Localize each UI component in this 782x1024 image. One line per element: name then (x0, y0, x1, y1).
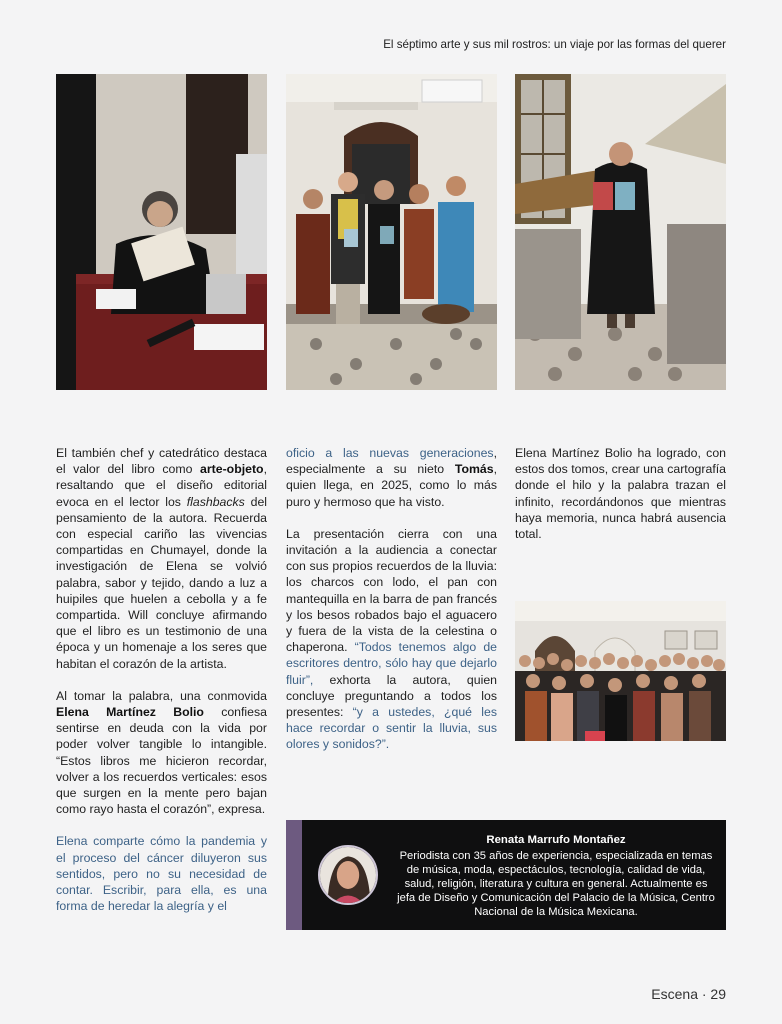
author-holding-books-photo (515, 74, 726, 390)
bio-description: Periodista con 35 años de experiencia, especializada en temas de música, moda, espectáculos, tecnología, calidad de vida, salud, religión, literatura y cultura en general. Actualmente es jefa de Diseño y Comunicación del Palacio de la Música, Centro Nacional de la Música Mexicana. (397, 850, 715, 918)
running-title: El séptimo arte y sus mil rostros: un viaje por las formas del querer (383, 38, 726, 51)
bold-term: arte-objeto (200, 462, 264, 477)
text-span: El también chef y catedrático destaca el valor del libro como (56, 446, 267, 477)
page-number: Escena · 29 (651, 986, 726, 1002)
paragraph (56, 445, 267, 672)
text-column-2 (286, 445, 497, 769)
paragraph (56, 688, 267, 818)
text-span: La presentación cierra con una invitación a la audiencia a conectar con sus propios recuerdos de la lluvia: los charcos con lodo, el pan con mantequilla en la barra de pan francés y los besos robados bajo el aguacero y fuera de la vista de la celestina o chaperona. (286, 526, 497, 655)
author-name: Elena Martínez Bolio (56, 705, 204, 720)
paragraph (286, 445, 497, 510)
text-span: exhorta la autora, quien concluye preguntando a todos los presentes: (286, 672, 497, 720)
highlight-span: oficio a las nuevas generaciones (286, 446, 494, 460)
paragraph: Elena Martínez Bolio ha logrado, con estos dos tomos, crear una cartografía donde el hilo y la palabra trazan el infinito, recordándonos que mientras haya memoria, nunca habrá ausencia total. (515, 446, 726, 542)
text-span: , especialmente a su nieto (286, 446, 497, 477)
quote-span: “Todos tenemos algo de escritores dentro, sólo hay que dejarlo fluir”, (286, 640, 498, 687)
text-span: , quien llega, en 2025, como lo más puro y hermoso que ha visto. (286, 462, 497, 509)
highlight-span: Elena comparte cómo la pandemia y el proceso del cáncer diluyeron sus sentidos, pero no su necesidad de contar. (56, 834, 267, 898)
text-column-1 (56, 445, 267, 930)
paragraph (286, 526, 497, 753)
bio-author-name: Renata Marrufo Montañez (486, 834, 626, 846)
text-span: Al tomar la palabra, una conmovida (56, 688, 267, 703)
audience-group-photo (515, 601, 726, 741)
text-span: confiesa sentirse en deuda con la vida por poder volver tangible lo intangible. “Estos libros me hicieron recordar, volver a los recuerdos verticales: esos que surgen en la mente pero bajan como rayo hasta el corazón”, expresa. (56, 705, 267, 817)
highlight-span: Escribir, para ella, es una forma de heredar la alegría y el (56, 883, 267, 914)
text-span: , resaltando que el diseño editorial evoca en el lector los (56, 462, 267, 509)
author-bio-box (286, 820, 726, 930)
text-column-3 (515, 445, 726, 558)
quote-span: “y a ustedes, ¿qué les hace recordar o sentir la lluvia, sus olores y sonidos?”. (286, 705, 497, 752)
paragraph (56, 833, 267, 914)
group-with-books-photo (286, 74, 497, 390)
grandson-name: Tomás (454, 462, 494, 477)
accent-stripe (286, 820, 302, 930)
text-span: del pensamiento de la autora. Recuerda con especial cariño las vivencias compartidas en Chumayel, donde la investigación de Elena se volvió palabra, sabor y tejido, dando a luz a huipiles que huelen a cebolla y a fe compartida. Will concluye afirmando que el libro es un testimonio de una época y un homenaje a los seres que habitan el corazón de la artista. (56, 494, 268, 671)
book-signing-photo (56, 74, 267, 390)
avatar (318, 845, 378, 905)
italic-term: flashbacks (186, 494, 245, 509)
